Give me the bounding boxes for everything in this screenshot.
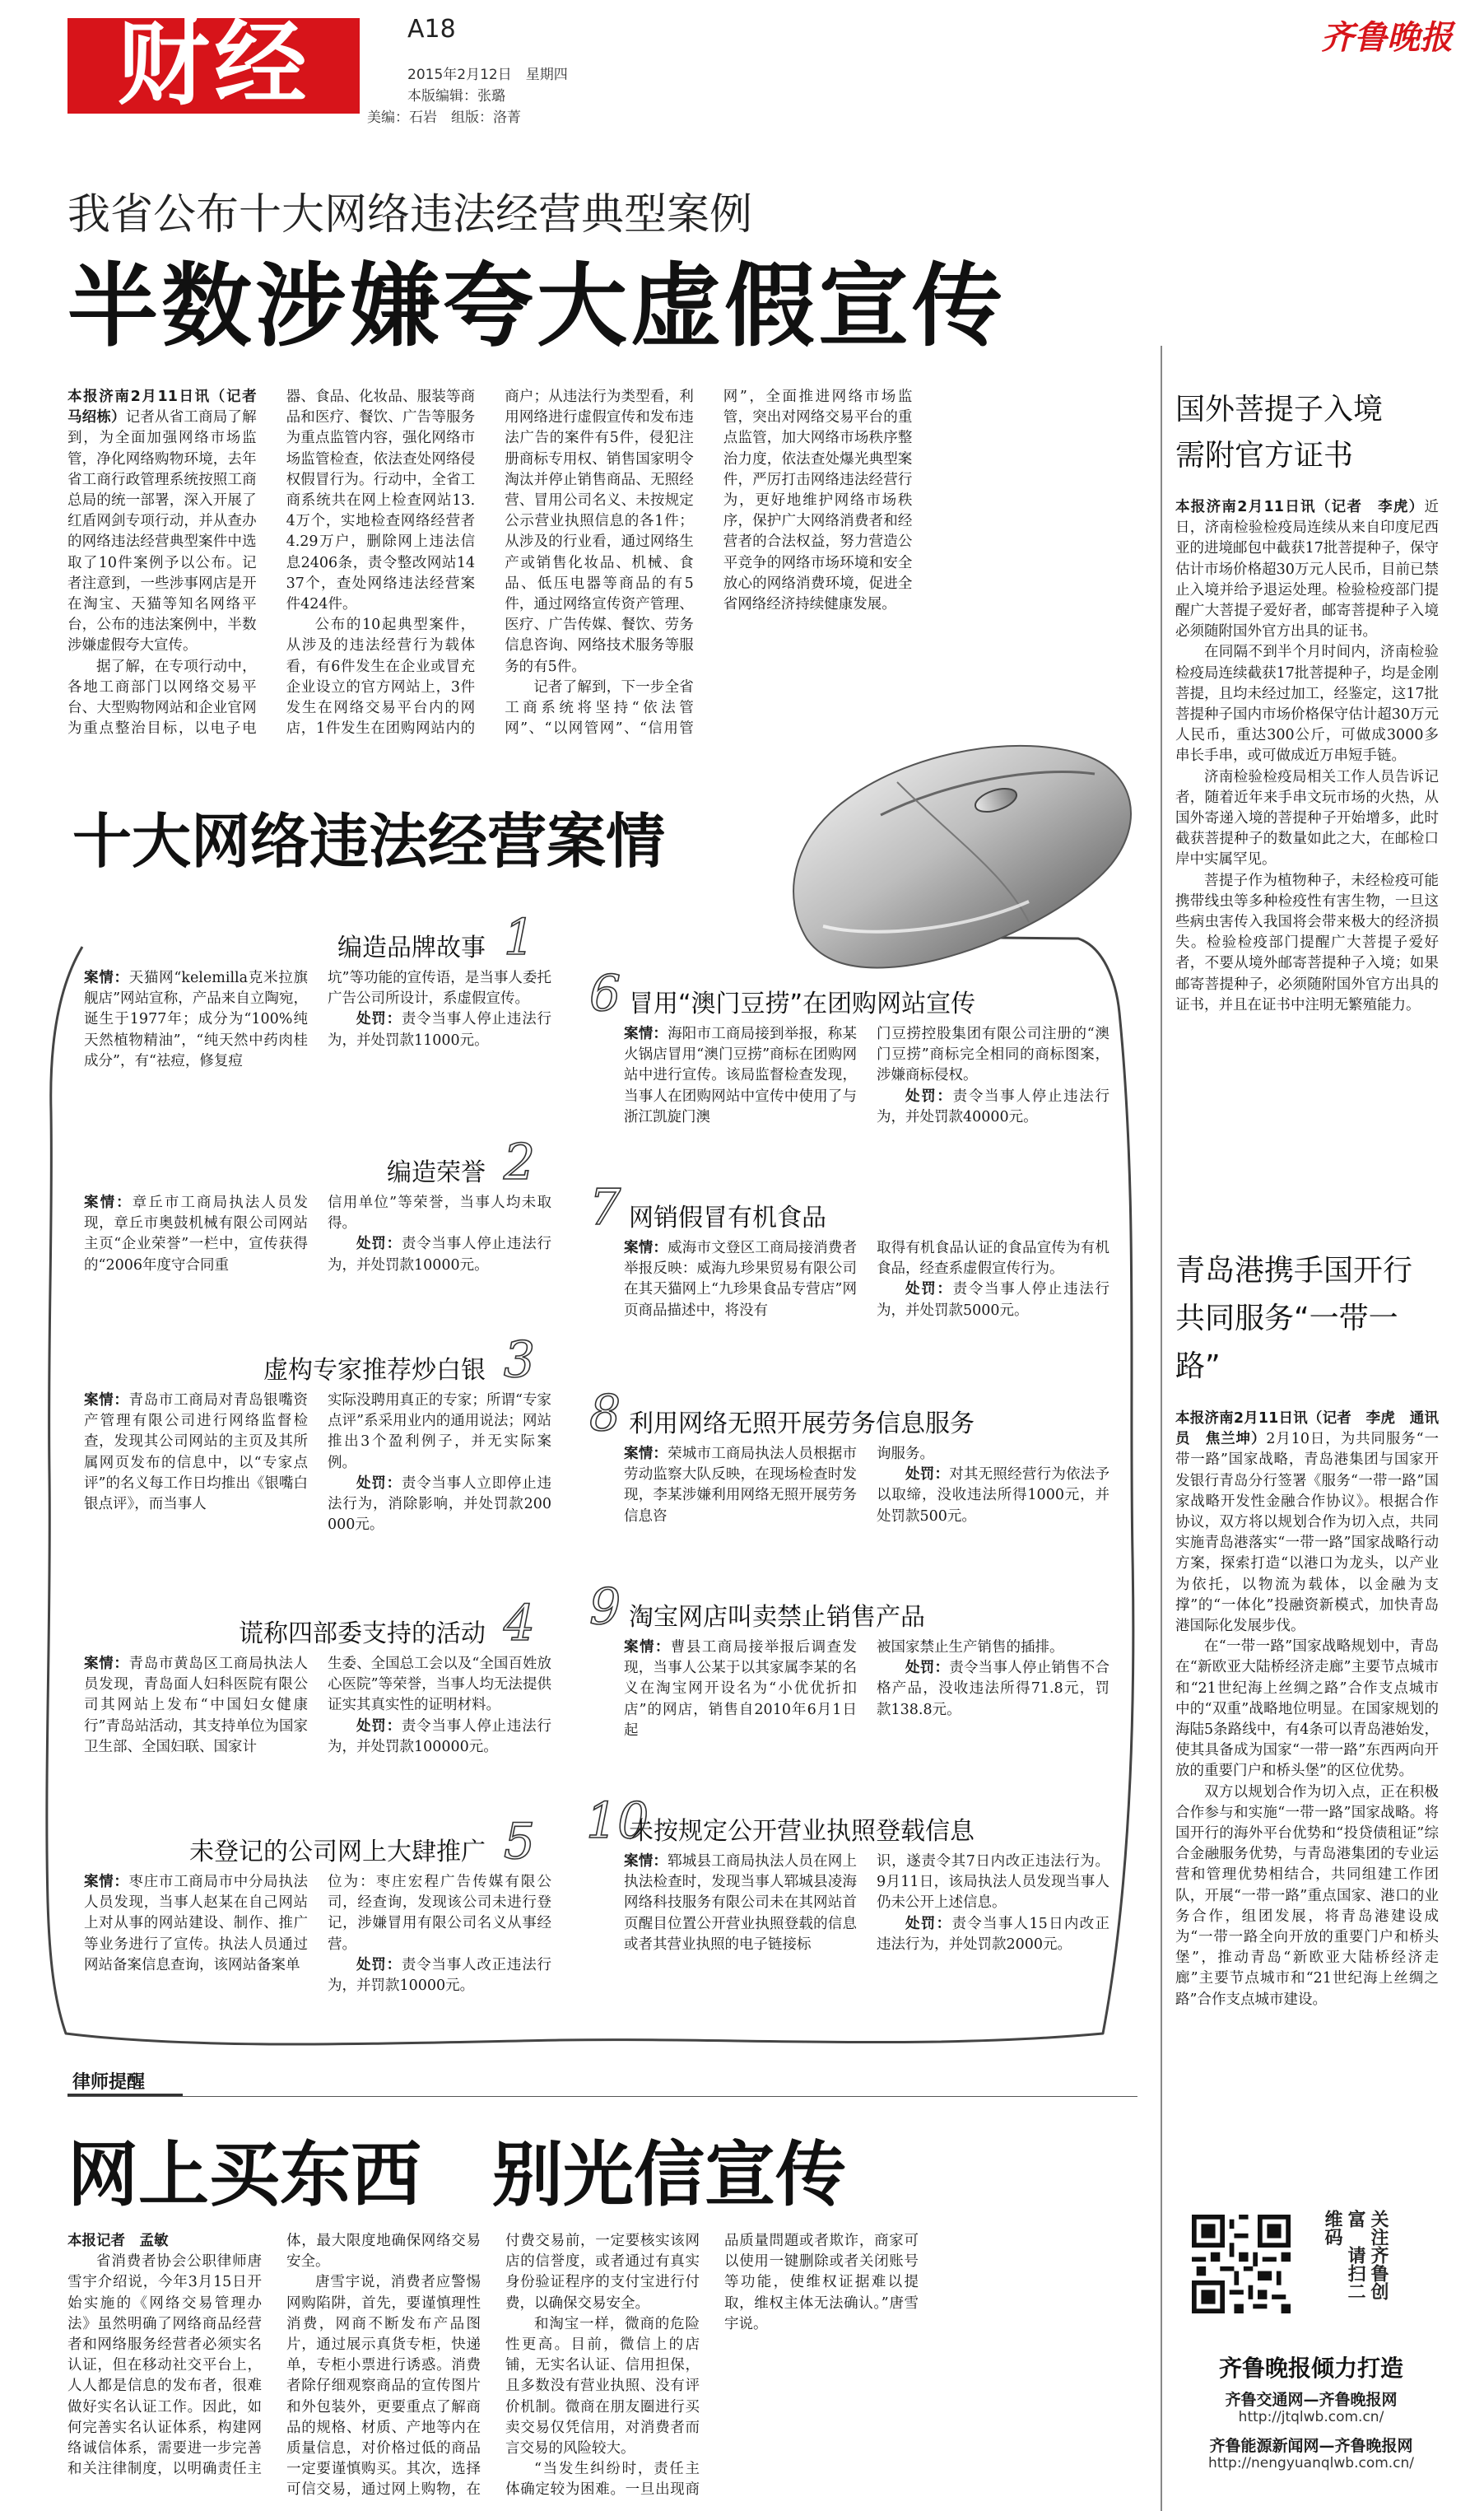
case-text: 案情：荣城市工商局执法人员根据市劳动监察大队反映，在现场检查时发现，李某涉嫌利用网络无照开展劳务信息咨 (624, 1446, 857, 1525)
lawyer-rule (67, 2096, 1137, 2097)
side-story-title: 国外菩提子入境 需附官方证书 (1175, 393, 1384, 473)
sidebar-divider (1161, 346, 1162, 2511)
case-item (84, 1134, 551, 1354)
ad-block (1175, 2206, 1447, 2503)
case-text: 被国家禁止生产销售的插排。 (877, 1639, 1064, 1656)
case-item (84, 1331, 551, 1618)
lawyer-article (67, 2231, 1137, 2503)
case-text: 案情：郓城县工商局执法人员在网上执法检查时，发现当事人郓城县凌海网络科技服务有限公司未在其网站首页醒目位置公开营业执照登载的信息或者其营业执照的电子链接标 (624, 1853, 857, 1953)
site2-name: 齐鲁能源新闻网—齐鲁晚报网 (1209, 2437, 1413, 2455)
lawyer-headline: 网上买东西 别光信宣传 (67, 2134, 846, 2216)
case-item (84, 909, 551, 1138)
case-text: 案情：海阳市工商局接到举报，称某火锅店冒用“澳门豆捞”商标在团购网站中进行宣传。该局监督检查发现，当事人在团购网站中宣传中使用了与浙江凯旋门澳 (624, 1026, 857, 1125)
case-number: 1 (503, 909, 535, 967)
case-penalty: 处罚：责令当事人停止违法行为，并处罚款40000元。 (877, 1088, 1110, 1125)
case-penalty: 处罚：责令当事人停止违法行为，并处罚款10000元。 (328, 1236, 551, 1274)
page-number: A18 (407, 15, 456, 44)
case-text: 案情：青岛市黄岛区工商局执法人员发现，青岛面人妇科医院有限公司其网站上发布“中国妇女健康行”青岛站活动，其支持单位为国家卫生部、全国妇联、国家计 (84, 1656, 308, 1755)
case-item (84, 1595, 551, 1824)
case-text: 信用单位”等荣誉，当事人均未取得。 (328, 1195, 551, 1232)
site1-link[interactable]: http://jtqlwb.com.cn/ (1238, 2409, 1384, 2425)
section-title: 财经 (117, 11, 312, 118)
lead-headline: 半数涉嫌夸大虚假宣传 (67, 254, 1006, 359)
case-text: 询服务。 (877, 1446, 934, 1462)
computer-mouse-illustration (757, 716, 1144, 980)
case-number: 10 (586, 1792, 649, 1850)
case-item (84, 1813, 551, 2025)
case-title: 未登记的公司网上大肆推广 (189, 1838, 486, 1866)
case-text: 实际没聘用真正的专家；所谓“专家点评”系采用业内的通用说法；网站推出3个盈利例子，并无实际案例。 (328, 1392, 551, 1471)
case-penalty: 处罚：责令当事人停止违法行为，并处罚款11000元。 (328, 1011, 551, 1049)
case-text: 案情：曹县工商局接举报后调查发现，当事人公某于以其家属李某的名义在淘宝网开设名为“小优优折扣店”的网店，销售自2010年6月1日起 (624, 1639, 857, 1739)
side-paragraph: 本报济南2月11日讯（记者 李虎）近日，济南检验检疫局连续从来自印度尼西亚的进境邮包中截获17批菩提种子，保守估计市场价格超30万元人民币，目前已禁止入境并给予退运处理。检验检疫部门提醒广大菩提子爱好者，邮寄菩提种子入境必须随附国外官方出具的证书。 (1175, 499, 1439, 641)
side-story-2 (1175, 1247, 1439, 2186)
case-number: 3 (503, 1331, 535, 1389)
case-text: 门豆捞控股集团有限公司注册的“澳门豆捞”商标完全相同的商标图案，涉嫌商标侵权。 (877, 1026, 1110, 1084)
case-title: 编造品牌故事 (337, 934, 486, 962)
case-penalty: 处罚：责令当事人停止违法行为，并处罚款100000元。 (328, 1717, 551, 1755)
qr-caption: 关注齐鲁创富 请扫二维码 (1322, 2210, 1389, 2300)
cases-title: 十大网络违法经营案情 (72, 807, 666, 876)
qr-code-icon[interactable] (1192, 2215, 1291, 2313)
lawyer-label: 律师提醒 (72, 2072, 146, 2093)
case-title: 虚构专家推荐炒白银 (263, 1356, 486, 1385)
side-story-1 (1175, 387, 1439, 1210)
masthead (0, 0, 1484, 147)
lead-paragraph: 本报济南2月11日讯（记者 马绍栋）记者从省工商局了解到，为全面加强网络市场监管，净化网络购物环境，去年省工商行政管理系统按照工商总局的统一部署，深入开展了红盾网剑专项行动，并从查办的网络违法经营典型案件中选取了10件案例予以公布。记者注意到，一些涉事网店是开在淘宝、天猫等知名网络平台，公布的违法案例中，半数涉嫌虚假夸大宣传。 (67, 389, 272, 655)
case-item (586, 1792, 1110, 2021)
case-title: 网销假冒有机食品 (629, 1204, 826, 1232)
side-paragraph: 本报济南2月11日讯（记者 李虎 通讯员 焦兰坤）2月10日，为共同服务“一带一路”国家战略，青岛港集团与国家开发银行青岛分行签署《服务“一带一路”国家战略开发性金融合作协议》。根据合作协议，双方将以规划合作为切入点，共同实施青岛港落实“一带一路”国家战略行动方案，探索打造“以港口为龙头，以产业为依托，以物流为载体，以金融为支撑”的“一体化”投融资新模式，加快青岛港国际化发展步伐。 (1175, 1410, 1439, 1635)
site1-name: 齐鲁交通网—齐鲁晚报网 (1225, 2391, 1398, 2409)
design-credit: 美编：石岩 组版：洛菁 (367, 109, 521, 126)
case-number: 8 (589, 1385, 621, 1442)
byline: 本报记者 孟敏 (67, 2233, 169, 2249)
paper-logo: 齐鲁晚报 (1321, 18, 1453, 57)
lead-kicker: 我省公布十大网络违法经营典型案例 (67, 190, 753, 240)
case-text: 案情：枣庄市工商局市中分局执法人员发现，当事人赵某在自己网站上对从事的网站建设、制作、推广等业务进行了宣传。执法人员通过网站备案信息查询，该网站备案单 (84, 1874, 308, 1973)
case-penalty: 处罚：责令当事人停止销售不合格产品，没收违法所得71.8元，罚款138.8元。 (877, 1660, 1110, 1718)
lawyer-tab (67, 2068, 183, 2096)
case-text: 生委、全国总工会以及“全国百姓放心医院”等荣誉，当事人均无法提供证实其真实性的证明材料。 (328, 1656, 551, 1714)
case-title: 谎称四部委支持的活动 (239, 1619, 486, 1648)
case-text: 位为：枣庄宏程广告传媒有限公司，经查询，发现该公司未进行登记，涉嫌冒用有限公司名义从事经营。 (328, 1874, 551, 1953)
case-text: 案情：天猫网“kelemilla克米拉旗舰店”网站宣称，产品来自立陶宛，诞生于1977年；成分为“100%纯天然植物精油”，“纯天然中药肉桂成分”，有“祛痘，修复痘 (84, 970, 308, 1069)
side-paragraph: 菩提子作为植物种子，未经检疫可能携带线虫等多种检疫性有害生物，一旦这些病虫害传入我国将会带来极大的经济损失。检验检疫部门提醒广大菩提子爱好者，不要从境外邮寄菩提种子入境；如果邮寄菩提种子，必须随附国外官方出具的证书，并且在证书中注明无繁殖能力。 (1175, 872, 1439, 1013)
case-penalty: 处罚：责令当事人立即停止违法行为，消除影响，并处罚款200000元。 (328, 1474, 551, 1534)
side-paragraph: 济南检验检疫局相关工作人员告诉记者，随着近年来手串文玩市场的火热，从国外寄递入境的菩提种子开始增多，此时截获菩提种子的数量如此之大，在邮检口岸中实属罕见。 (1175, 768, 1439, 869)
case-title: 编造荣誉 (387, 1158, 486, 1187)
case-number: 7 (589, 1179, 621, 1237)
case-penalty: 处罚：责令当事人改正违法行为，并罚款10000元。 (328, 1956, 551, 1995)
side-story-title: 青岛港携手国开行 共同服务“一带一路” (1175, 1254, 1413, 1383)
lawyer-paragraph: 和淘宝一样，微商的危险性更高。目前，微信上的店铺，无实名认证、信用担保，且多数没有营业执照、没有评价机制。微商在朋友圈进行买卖交易仅凭信用，对消费者而言交易的风险较大。 (505, 2315, 700, 2457)
side-paragraph: 双方以规划合作为切入点，正在积极合作参与和实施“一带一路”国家战略。将国开行的海外平台优势和“投贷债租证”综合金融服务优势，与青岛港集团的专业运营和管理优势相结合，共同组建工作团队，开展“一带一路”重点国家、港口的业务合作，组团发展，将青岛港建设成为“一带一路全向开放的重要门户和桥头堡”，推动青岛“新欧亚大陆桥经济走廊”主要节点城市和“21世纪海上丝绸之路”合作支点城市建设。 (1175, 1783, 1439, 2008)
case-number: 4 (503, 1595, 535, 1652)
lawyer-paragraph: “当发生纠纷时，责任主体确定较为困难。一旦出现商品质量問題或者欺诈，商家可以使用一键删除或者关闭账号等功能，使维权证据难以提取，维权主体无法确认。”唐雪宇说。 (505, 2233, 919, 2499)
case-item (586, 965, 1110, 1177)
case-number: 6 (589, 965, 621, 1023)
ad-slogan: 齐鲁晚报倾力打造 (1218, 2355, 1403, 2382)
side-paragraph: 在“一带一路”国家战略规划中，青岛在“新欧亚大陆桥经济走廊”主要节点城市和“21世纪海上丝绸之路”合作支点城市中的“双重”战略地位明显。在国家规划的海陆5条路线中，有4条可以青岛港始发，使其具备成为国家“一带一路”东西两向开放的重要门户和桥头堡”的区位优势。 (1175, 1638, 1439, 1780)
lead-article (67, 387, 1131, 749)
case-text: 识，遂责令其7日内改正违法行为。9月11日，该局执法人员发现当事人仍未公开上述信息。 (877, 1853, 1110, 1912)
lead-paragraph: 记者了解到，下一步全省工商系统将坚持“依法管网”、“以网管网”、“信用管网”，全面推进网络市场监管，突出对网络交易平台的重点监管，加大网络市场秩序整治力度，依法查处爆光典型案件，严厉打击网络违法经营行为，更好地维护网络市场秩序，保护广大网络消费者和经营者的合法权益，努力营造公平竞争的网络市场环境和安全放心的网络消费环境，促进全省网络经济持续健康发展。 (505, 389, 913, 738)
case-text: 坑”等功能的宣传语，是当事人委托广告公司所设计，系虚假宣传。 (328, 970, 551, 1008)
case-text: 案情：章丘市工商局执法人员发现，章丘市奥鼓机械有限公司网站主页“企业荣誉”一栏中，宣传获得的“2006年度守合同重 (84, 1195, 308, 1274)
case-title: 冒用“澳门豆捞”在团购网站宣传 (629, 990, 976, 1018)
side-paragraph: 在同隔不到半个月时间内，济南检验检疫局连续截获17批菩提种子，均是金刚菩提，且均未经过加工，经鉴定，这17批菩提种子国内市场价格保守估计超30万元人民币，重达300公斤，可做成3000多串长手串，或可做成近万串短手链。 (1175, 644, 1439, 765)
case-item (586, 1578, 1110, 1791)
case-text: 取得有机食品认证的食品宣传为有机食品，经查系虚假宣传行为。 (877, 1240, 1110, 1278)
case-number: 2 (503, 1134, 535, 1191)
case-title: 未按规定公开营业执照登载信息 (629, 1817, 975, 1846)
case-text: 案情：威海市文登区工商局接消费者举报反映：威海九珍果贸易有限公司在其天猫网上“九珍果食品专营店”网页商品描述中，将没有 (624, 1240, 857, 1319)
case-item (586, 1385, 1110, 1581)
issue-date: 2015年2月12日 星期四 (407, 67, 568, 83)
lead-paragraph: 据了解，在专项行动中，各地工商部门以网络交易平台、大型购物网站和企业官网为重点整治目标，以电子电器、食品、化妆品、服装等商品和医疗、餐饮、广告等服务为重点监管内容，强化网络市场监管检查，依法查处网络侵权假冒行为。行动中，全省工商系统共在网上检查网站13.4万个，实地检查网络经营者4.29万户，删除网上违法信息2406条，责令整改网站1437个，查处网络违法经营案件424件。 (67, 389, 476, 738)
case-item (586, 1179, 1110, 1383)
case-number: 9 (589, 1578, 621, 1636)
lawyer-paragraph: 省消费者协会公职律师唐雪宇介绍说，今年3月15日开始实施的《网络交易管理办法》虽然明确了网络商品经营者和网络服务经营者必须实名认证，但在移动社交平台上，人人都是信息的发布者，很难做好实名认证工作。因此，如何完善实名认证体系，构建网络诚信体系，需要进一步完善和关注律制度，以明确责任主体，最大限度地确保网络交易安全。 (67, 2233, 481, 2478)
case-number: 5 (503, 1813, 535, 1870)
lawyer-paragraph: 唐雪宇说，消费者应警惕网购陷阱，首先，要谨慎理性消费，网商不断发布产品图片，通过展示真货专柜，快递单，专柜小票进行诱惑。消费者除仔细观察商品的宣传图片和外包装外，更要重点了解商品的规格、材质、产地等内在质量信息，对价格过低的商品一定要谨慎购买。其次，选择可信交易，通过网上购物，在付费交易前，一定要核实该网店的信誉度，或者通过有真实身份验证程序的支付宝进行付费，以确保交易安全。 (286, 2233, 700, 2499)
editor-credit: 本版编辑：张璐 (407, 88, 505, 105)
case-title: 利用网络无照开展劳务信息服务 (629, 1409, 975, 1438)
case-penalty: 处罚：责令当事人15日内改正违法行为，并处罚款2000元。 (877, 1915, 1110, 1953)
lead-paragraph: 公布的10起典型案件，从涉及的违法经营行为载体看，有6件发生在企业或冒充企业设立的官方网站上，3件发生在网络交易平台内的网店，1件发生在团购网站内的商户；从违法行为类型看，利用网络进行虚假宣传和发布违法广告的案件有5件，侵犯注册商标专用权、销售国家明令淘汰并停止销售商品、无照经营、冒用公司名义、未按规定公示营业执照信息的各1件；从涉及的行业看，通过网络生产或销售化妆品、机械、食品、低压电器等商品的有5件，通过网络宣传资产管理、医疗、广告传媒、餐饮、劳务信息咨询、网络技术服务等服务的有5件。 (286, 389, 694, 738)
case-title: 淘宝网店叫卖禁止销售产品 (629, 1603, 925, 1632)
case-penalty: 处罚：对其无照经营行为依法予以取缔，没收违法所得1000元，并处罚款500元。 (877, 1466, 1110, 1525)
case-penalty: 处罚：责令当事人停止违法行为，并处罚款5000元。 (877, 1281, 1110, 1319)
case-text: 案情：青岛市工商局对青岛银嘴资产管理有限公司进行网络监督检查，发现其公司网站的主页及其所属网页发布的信息中，以“专家点评”的名义每工作日均推出《银嘴白银点评》，而当事人 (84, 1392, 308, 1513)
site2-link[interactable]: http://nengyuanqlwb.com.cn/ (1207, 2455, 1415, 2471)
